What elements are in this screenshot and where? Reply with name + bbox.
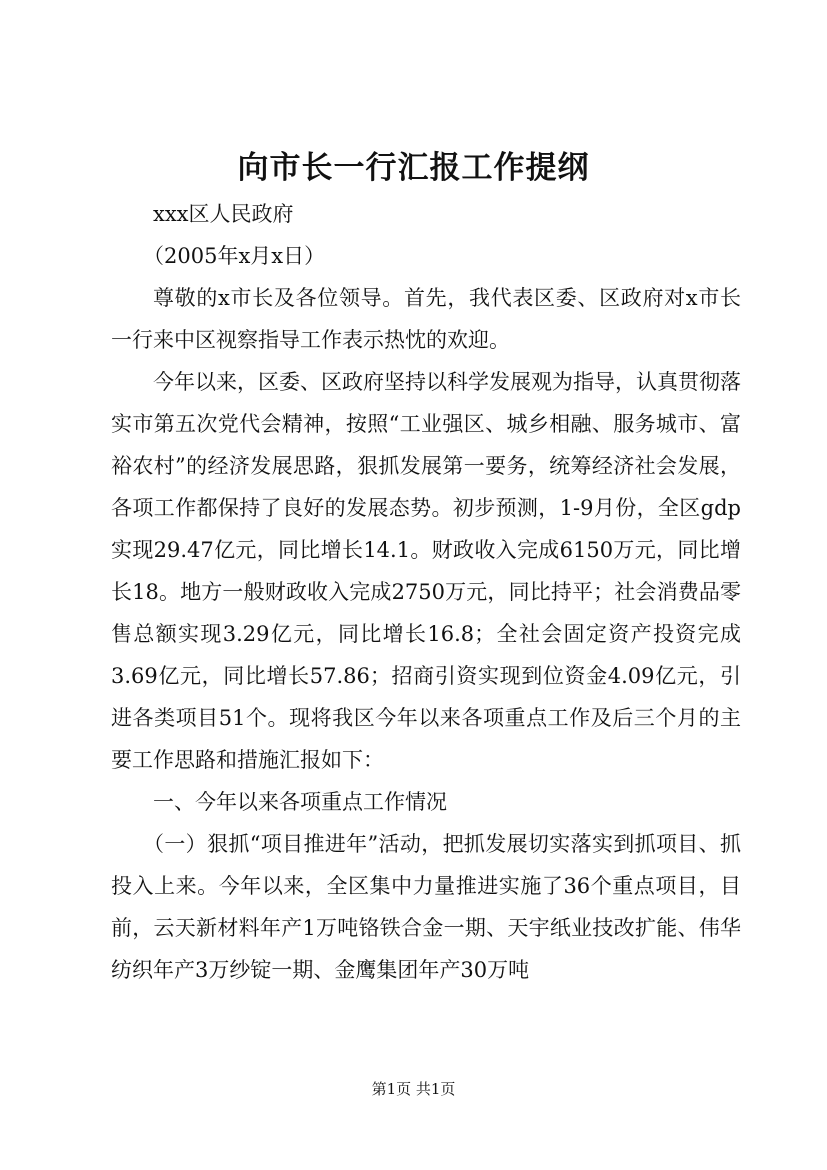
section-heading: 一、今年以来各项重点工作情况	[153, 790, 447, 814]
issuer-line: xxx区人民政府	[153, 202, 294, 226]
greeting-paragraph: 尊敬的x市长及各位领导。首先，我代表区委、区政府对x市长一行来中区视察指导工作表示热忱的欢迎。	[111, 286, 741, 352]
document-body	[111, 193, 741, 991]
subsection-paragraph: （一）狠抓“项目推进年”活动，把抓发展切实落实到抓项目、抓投入上来。今年以来，全区集中力量推进实施了36个重点项目，目前，云天新材料年产1万吨铬铁合金一期、天宇纸业技改扩能、伟华纺织年产3万纱锭一期、金鹰集团年产30万吨	[111, 832, 741, 982]
page-footer: 第1页 共1页	[371, 1080, 456, 1098]
overview-paragraph: 今年以来，区委、区政府坚持以科学发展观为指导，认真贯彻落实市第五次党代会精神，按照“工业强区、城乡相融、服务城市、富裕农村”的经济发展思路，狠抓发展第一要务，统筹经济社会发展，各项工作都保持了良好的发展态势。初步预测，1-9月份，全区gdp实现29.47亿元，同比增长14.1。财政收入完成6150万元，同比增长18。地方一般财政收入完成2750万元，同比持平；社会消费品零售总额实现3.29亿元，同比增长16.8；全社会固定资产投资完成3.69亿元，同比增长57.86；招商引资实现到位资金4.09亿元，引进各类项目51个。现将我区今年以来各项重点工作及后三个月的主要工作思路和措施汇报如下：	[111, 370, 741, 772]
date-line: （2005年x月x日）	[143, 244, 326, 268]
document-title: 向市长一行汇报工作提纲	[237, 150, 590, 186]
